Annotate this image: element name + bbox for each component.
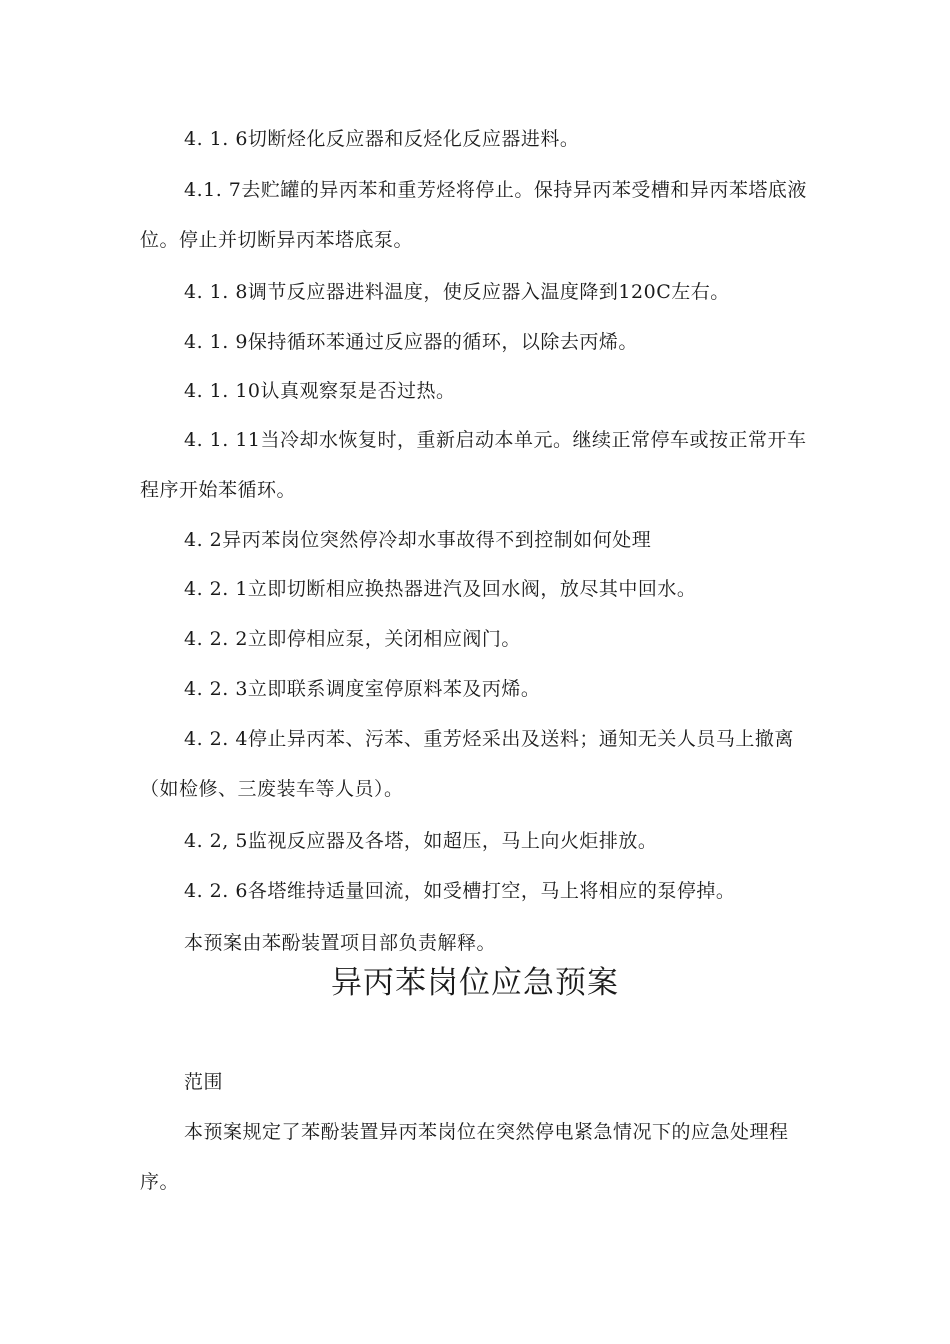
paragraph-4-1-10: 4. 1. 10认真观察泵是否过热。 bbox=[184, 380, 456, 402]
paragraph-4-2-3: 4. 2. 3立即联系调度室停原料苯及丙烯。 bbox=[184, 678, 541, 700]
paragraph-4-2: 4. 2异丙苯岗位突然停冷却水事故得不到控制如何处理 bbox=[184, 529, 652, 551]
paragraph-4-1-9: 4. 1. 9保持循环苯通过反应器的循环，以除去丙烯。 bbox=[184, 331, 638, 353]
paragraph-interpretation-note: 本预案由苯酚装置项目部负责解释。 bbox=[184, 932, 497, 954]
paragraph-4-2-5: 4. 2, 5监视反应器及各塔，如超压，马上向火炬排放。 bbox=[184, 830, 658, 852]
paragraph-4-2-2: 4. 2. 2立即停相应泵，关闭相应阀门。 bbox=[184, 628, 521, 650]
paragraph-4-2-4: 4. 2. 4停止异丙苯、污苯、重芳烃采出及送料；通知无关人员马上撤离（如检修、三废装车等人员）。 bbox=[140, 728, 794, 800]
paragraph-scope-heading: 范围 bbox=[184, 1071, 224, 1093]
paragraph-4-1-11: 4. 1. 11当冷却水恢复时，重新启动本单元。继续正常停车或按正常开车程序开始苯循环。 bbox=[140, 429, 807, 501]
paragraph-4-1-6: 4. 1. 6切断烃化反应器和反烃化反应器进料。 bbox=[184, 128, 580, 150]
paragraph-4-1-7: 4.1. 7去贮罐的异丙苯和重芳烃将停止。保持异丙苯受槽和异丙苯塔底液位。停止并切断异丙苯塔底泵。 bbox=[140, 179, 807, 251]
section-title: 异丙苯岗位应急预案 bbox=[331, 965, 619, 1001]
paragraph-4-2-1: 4. 2. 1立即切断相应换热器进汽及回水阀，放尽其中回水。 bbox=[184, 578, 697, 600]
paragraph-4-2-6: 4. 2. 6各塔维持适量回流，如受槽打空，马上将相应的泵停掉。 bbox=[184, 880, 736, 902]
paragraph-4-1-8: 4. 1. 8调节反应器进料温度，使反应器入温度降到120C左右。 bbox=[184, 281, 730, 303]
paragraph-scope-body: 本预案规定了苯酚装置异丙苯岗位在突然停电紧急情况下的应急处理程序。 bbox=[140, 1121, 789, 1193]
